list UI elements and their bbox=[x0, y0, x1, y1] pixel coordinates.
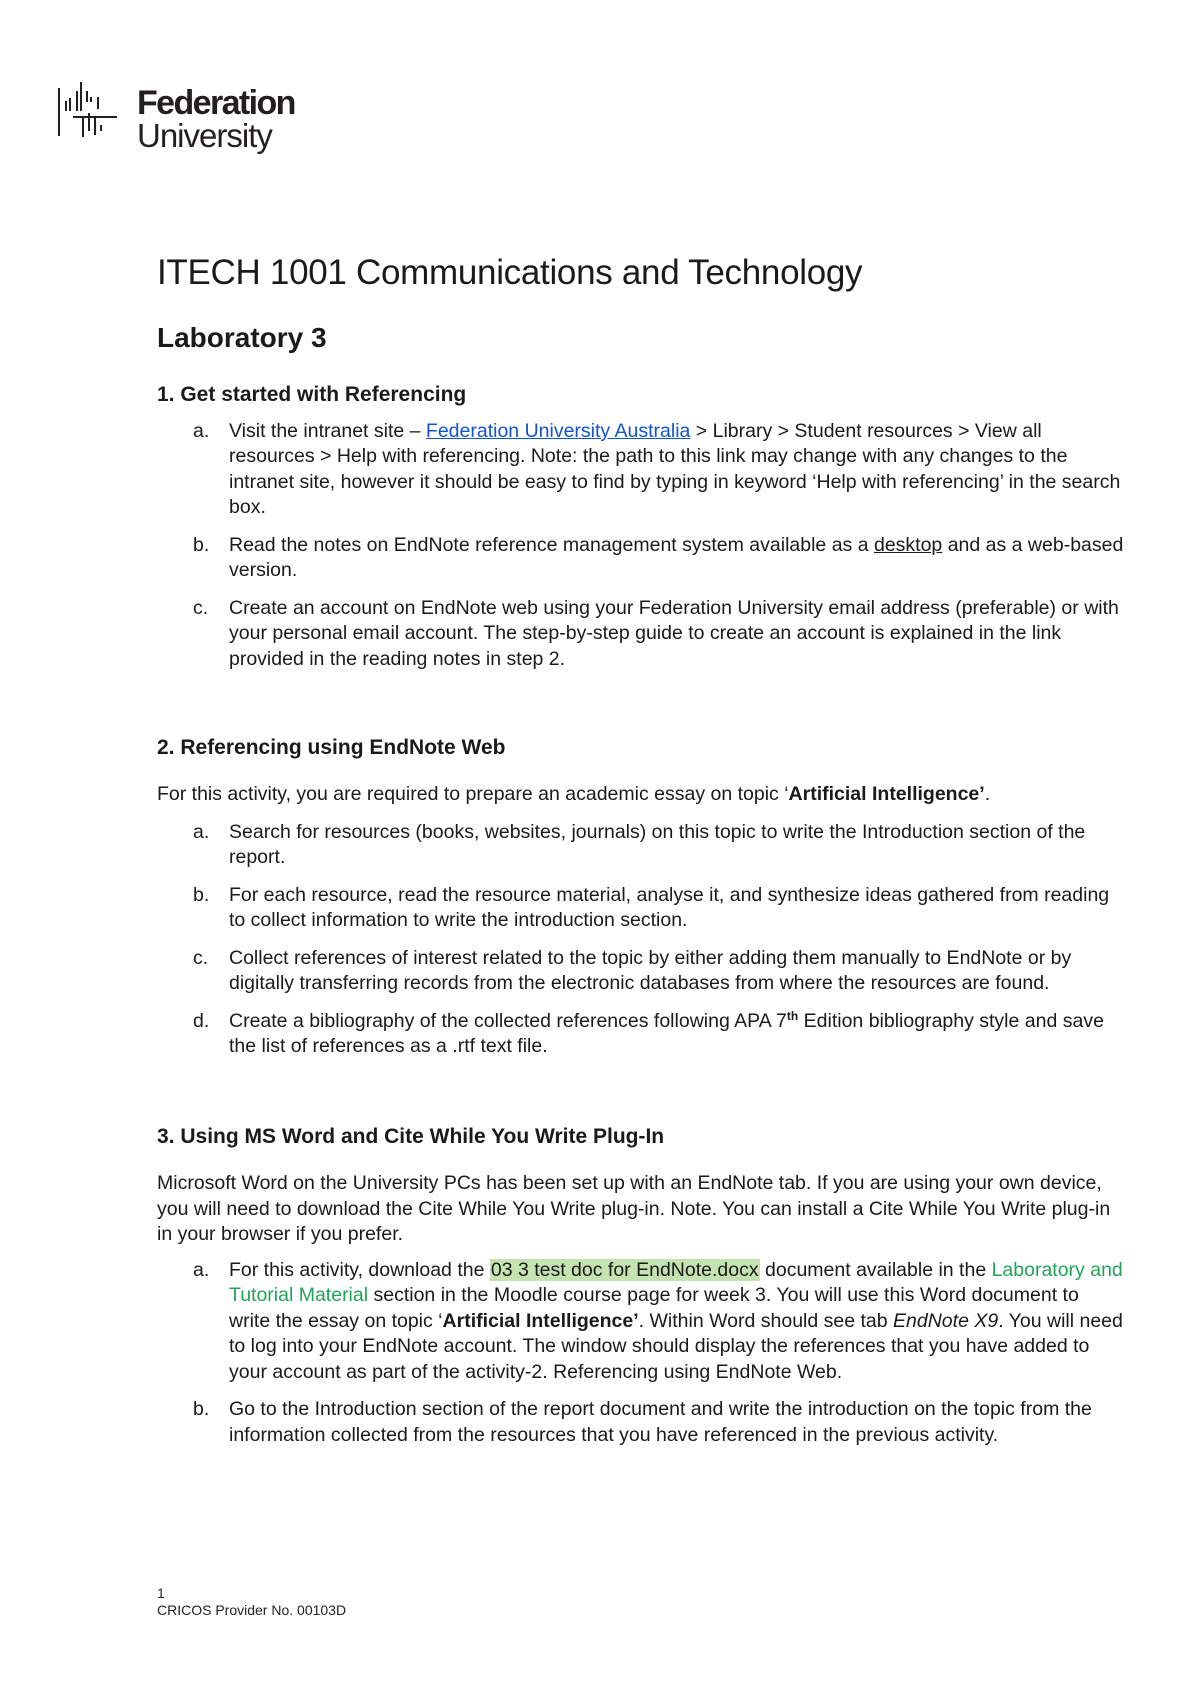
item-text: and as a web-based version. bbox=[229, 533, 1124, 582]
highlighted-filename: 03 3 test doc for EndNote.docx bbox=[490, 1258, 759, 1281]
item-text: document available in the bbox=[759, 1258, 992, 1281]
item-text: Visit the intranet site – bbox=[229, 419, 426, 442]
list-marker: a. bbox=[193, 820, 210, 843]
list-marker: a. bbox=[193, 1258, 210, 1281]
desktop-link[interactable]: desktop bbox=[873, 533, 943, 556]
superscript: th bbox=[786, 1008, 799, 1023]
list-item bbox=[157, 820, 1125, 871]
item-text: Create an account on EndNote web using your Federation University email address (preferable) or with your personal email account. The step-by-step guide to create an account is explained in the link provided in the reading notes in step 2. bbox=[229, 596, 1119, 670]
item-text: . You will need to log into your EndNote account. The window should display the references that you have added to your account as part of the activity-2. Referencing using EndNote Web. bbox=[229, 1309, 1123, 1383]
section-heading-2: 2. Referencing using EndNote Web bbox=[157, 736, 506, 760]
item-text: Search for resources (books, websites, journals) on this topic to write the Introduction section of the report. bbox=[229, 820, 1086, 869]
page-footer bbox=[157, 1585, 346, 1619]
section-endnote-web bbox=[157, 735, 1125, 1060]
list-marker: d. bbox=[193, 1009, 210, 1032]
section-heading-1: 1. Get started with Referencing bbox=[157, 382, 467, 406]
cricos-provider: CRICOS Provider No. 00103D bbox=[157, 1602, 347, 1618]
list-item bbox=[157, 946, 1125, 997]
item-text: For this activity, download the bbox=[229, 1258, 490, 1281]
list-item bbox=[157, 1009, 1125, 1060]
topic-bold: Artificial Intelligence’ bbox=[442, 1309, 639, 1332]
section3-list bbox=[157, 1258, 1125, 1449]
item-text: > Library > Student resources > View all resources > Help with referencing. Note: the path to this link may change with any changes to the intranet site, however it should be easy to find by typing in keyword ‘Help with referencing’ in the search box. bbox=[229, 419, 1121, 519]
section-referencing bbox=[157, 382, 1125, 673]
list-marker: b. bbox=[193, 1398, 210, 1421]
document-title: ITECH 1001 Communications and Technology bbox=[157, 253, 863, 292]
federation-university-link[interactable]: Federation University Australia bbox=[425, 419, 691, 442]
list-item bbox=[157, 596, 1125, 673]
item-text: Create a bibliography of the collected references following APA 7 bbox=[229, 1009, 787, 1032]
section1-list bbox=[157, 419, 1125, 673]
intro-text: . bbox=[984, 783, 991, 806]
item-text: Read the notes on EndNote reference management system available as a bbox=[229, 533, 874, 556]
logo-text-university: University bbox=[137, 117, 272, 154]
item-text: section in the Moodle course page for week 3. You will use this Word document to write the essay on topic ‘ bbox=[229, 1284, 1079, 1332]
list-item bbox=[157, 1258, 1125, 1386]
list-marker: b. bbox=[193, 883, 210, 906]
list-marker: c. bbox=[193, 946, 209, 969]
item-text: . Within Word should see tab bbox=[638, 1309, 894, 1332]
university-logo bbox=[58, 82, 295, 158]
section-cite-while-you-write bbox=[157, 1124, 1125, 1448]
intro-text: For this activity, you are required to prepare an academic essay on topic ‘ bbox=[157, 783, 789, 806]
section2-list bbox=[157, 820, 1125, 1060]
item-text: Collect references of interest related to the topic by either adding them manually to EndNote or by digitally transferring records from the electronic databases from where the resources are found. bbox=[229, 946, 1072, 995]
list-item bbox=[157, 883, 1125, 934]
item-text: For each resource, read the resource material, analyse it, and synthesize ideas gathered from reading to collect information to write the introduction section. bbox=[229, 883, 1110, 932]
laboratory-material-link[interactable]: Laboratory and Tutorial Material bbox=[229, 1258, 1123, 1307]
item-text: Edition bibliography style and save the list of references as a .rtf text file. bbox=[229, 1009, 1104, 1058]
document-body bbox=[157, 252, 1125, 1448]
endnote-tab-name: EndNote X9 bbox=[893, 1309, 999, 1332]
list-marker: a. bbox=[193, 419, 210, 442]
list-item bbox=[157, 533, 1125, 584]
topic-bold: Artificial Intelligence’ bbox=[788, 783, 985, 806]
section-heading-3: 3. Using MS Word and Cite While You Write Plug-In bbox=[157, 1124, 665, 1148]
item-text: Go to the Introduction section of the report document and write the introduction on the topic from the information collected from the resources that you have referenced in the previous activity. bbox=[229, 1398, 1092, 1446]
list-marker: b. bbox=[193, 533, 210, 556]
list-item bbox=[157, 1397, 1125, 1448]
section2-intro bbox=[157, 782, 1125, 808]
logo-text-federation: Federation bbox=[137, 84, 295, 122]
lab-title: Laboratory 3 bbox=[157, 322, 327, 353]
section3-intro: Microsoft Word on the University PCs has been set up with an EndNote tab. If you are using your own device, you will need to download the Cite While You Write plug-in. Note. You can install a Cite While You Write plug-in in your browser if you prefer. bbox=[157, 1172, 1111, 1246]
federation-logo-icon bbox=[58, 82, 134, 158]
list-marker: c. bbox=[193, 596, 209, 619]
page-number: 1 bbox=[157, 1585, 165, 1601]
list-item bbox=[157, 419, 1125, 521]
